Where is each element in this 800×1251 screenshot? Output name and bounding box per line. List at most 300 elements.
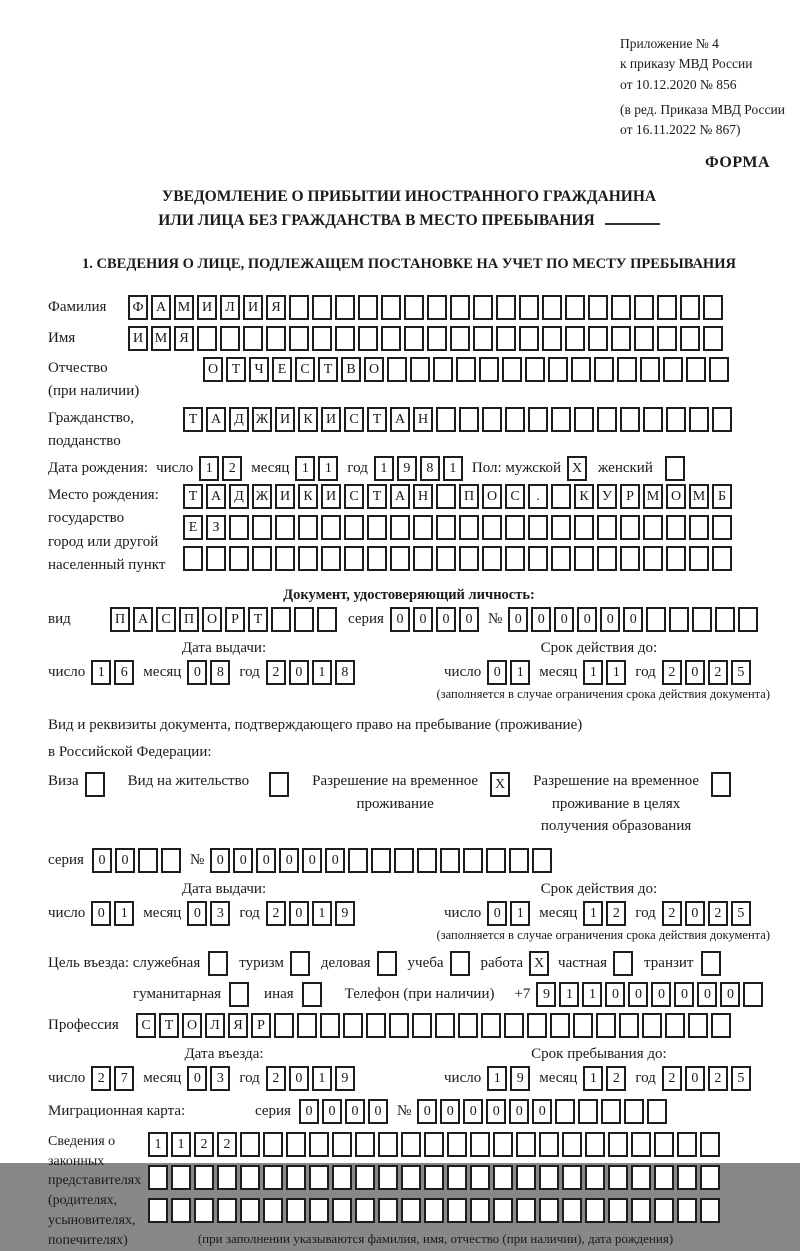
char-cell[interactable]: 0 <box>509 1099 529 1124</box>
char-cell[interactable] <box>355 1165 375 1190</box>
char-cell[interactable]: Д <box>229 484 249 509</box>
char-cell[interactable] <box>516 1165 536 1190</box>
char-cell[interactable]: О <box>182 1013 202 1038</box>
char-cell[interactable]: 2 <box>662 660 682 685</box>
char-cell[interactable]: 1 <box>583 901 603 926</box>
char-cell[interactable] <box>473 295 493 320</box>
char-cell[interactable]: Н <box>413 484 433 509</box>
char-cell[interactable] <box>458 1013 478 1038</box>
char-cell[interactable]: 1 <box>606 660 626 685</box>
char-cell[interactable] <box>371 848 391 873</box>
female-checkbox[interactable] <box>665 456 685 481</box>
char-cell[interactable] <box>565 326 585 351</box>
char-cell[interactable]: 1 <box>148 1132 168 1157</box>
char-cell[interactable] <box>413 546 433 571</box>
char-cell[interactable]: 0 <box>299 1099 319 1124</box>
char-cell[interactable] <box>456 357 476 382</box>
char-cell[interactable]: 2 <box>266 660 286 685</box>
char-cell[interactable]: 9 <box>536 982 556 1007</box>
char-cell[interactable] <box>335 326 355 351</box>
char-cell[interactable] <box>312 295 332 320</box>
char-cell[interactable]: 0 <box>256 848 276 873</box>
char-cell[interactable] <box>447 1132 467 1157</box>
char-cell[interactable] <box>640 357 660 382</box>
char-cell[interactable] <box>390 515 410 540</box>
char-cell[interactable] <box>663 357 683 382</box>
char-cell[interactable] <box>502 357 522 382</box>
char-cell[interactable] <box>440 848 460 873</box>
char-cell[interactable] <box>689 515 709 540</box>
char-cell[interactable] <box>709 357 729 382</box>
char-cell[interactable] <box>355 1132 375 1157</box>
char-cell[interactable]: 2 <box>708 1066 728 1091</box>
char-cell[interactable]: 1 <box>199 456 219 481</box>
char-cell[interactable] <box>634 295 654 320</box>
char-cell[interactable]: 0 <box>532 1099 552 1124</box>
char-cell[interactable] <box>585 1165 605 1190</box>
char-cell[interactable]: 1 <box>583 1066 603 1091</box>
purpose-work-checkbox[interactable]: X <box>529 951 549 976</box>
char-cell[interactable] <box>436 407 456 432</box>
char-cell[interactable] <box>689 407 709 432</box>
char-cell[interactable] <box>320 1013 340 1038</box>
char-cell[interactable]: К <box>298 407 318 432</box>
char-cell[interactable]: К <box>574 484 594 509</box>
char-cell[interactable]: Б <box>712 484 732 509</box>
char-cell[interactable] <box>550 1013 570 1038</box>
visa-checkbox[interactable] <box>85 772 105 797</box>
char-cell[interactable] <box>358 326 378 351</box>
char-cell[interactable] <box>424 1132 444 1157</box>
char-cell[interactable]: Я <box>266 295 286 320</box>
char-cell[interactable]: 0 <box>651 982 671 1007</box>
char-cell[interactable] <box>680 326 700 351</box>
char-cell[interactable]: А <box>390 407 410 432</box>
char-cell[interactable]: Л <box>220 295 240 320</box>
char-cell[interactable]: П <box>110 607 130 632</box>
char-cell[interactable] <box>424 1198 444 1223</box>
char-cell[interactable]: 1 <box>312 660 332 685</box>
char-cell[interactable] <box>298 515 318 540</box>
char-cell[interactable]: 0 <box>623 607 643 632</box>
char-cell[interactable] <box>548 357 568 382</box>
char-cell[interactable] <box>505 546 525 571</box>
char-cell[interactable] <box>643 407 663 432</box>
char-cell[interactable] <box>608 1165 628 1190</box>
char-cell[interactable] <box>401 1198 421 1223</box>
char-cell[interactable] <box>585 1132 605 1157</box>
char-cell[interactable] <box>527 1013 547 1038</box>
char-cell[interactable]: И <box>243 295 263 320</box>
char-cell[interactable] <box>493 1198 513 1223</box>
char-cell[interactable]: Т <box>183 407 203 432</box>
char-cell[interactable] <box>427 295 447 320</box>
char-cell[interactable] <box>240 1132 260 1157</box>
char-cell[interactable]: О <box>666 484 686 509</box>
char-cell[interactable] <box>528 407 548 432</box>
char-cell[interactable]: 0 <box>508 607 528 632</box>
char-cell[interactable]: 3 <box>210 1066 230 1091</box>
char-cell[interactable]: К <box>298 484 318 509</box>
char-cell[interactable] <box>482 407 502 432</box>
char-cell[interactable]: 2 <box>606 1066 626 1091</box>
char-cell[interactable] <box>711 1013 731 1038</box>
char-cell[interactable] <box>447 1165 467 1190</box>
char-cell[interactable]: 0 <box>368 1099 388 1124</box>
char-cell[interactable] <box>404 295 424 320</box>
char-cell[interactable] <box>358 295 378 320</box>
char-cell[interactable] <box>688 1013 708 1038</box>
char-cell[interactable]: 0 <box>531 607 551 632</box>
char-cell[interactable] <box>355 1198 375 1223</box>
char-cell[interactable] <box>677 1165 697 1190</box>
char-cell[interactable] <box>197 326 217 351</box>
char-cell[interactable]: О <box>482 484 502 509</box>
char-cell[interactable]: И <box>321 484 341 509</box>
char-cell[interactable]: 0 <box>697 982 717 1007</box>
char-cell[interactable]: С <box>344 484 364 509</box>
char-cell[interactable] <box>447 1198 467 1223</box>
char-cell[interactable]: 0 <box>436 607 456 632</box>
char-cell[interactable] <box>343 1013 363 1038</box>
char-cell[interactable] <box>309 1165 329 1190</box>
char-cell[interactable] <box>404 326 424 351</box>
char-cell[interactable] <box>743 982 763 1007</box>
char-cell[interactable] <box>171 1165 191 1190</box>
char-cell[interactable] <box>220 326 240 351</box>
char-cell[interactable] <box>700 1165 720 1190</box>
char-cell[interactable] <box>654 1132 674 1157</box>
char-cell[interactable] <box>413 515 433 540</box>
purpose-transit-checkbox[interactable] <box>701 951 721 976</box>
char-cell[interactable] <box>669 607 689 632</box>
char-cell[interactable] <box>367 515 387 540</box>
char-cell[interactable] <box>594 357 614 382</box>
char-cell[interactable]: 0 <box>289 901 309 926</box>
char-cell[interactable] <box>562 1165 582 1190</box>
char-cell[interactable]: Т <box>183 484 203 509</box>
char-cell[interactable]: 0 <box>345 1099 365 1124</box>
char-cell[interactable]: 1 <box>295 456 315 481</box>
char-cell[interactable] <box>206 546 226 571</box>
char-cell[interactable] <box>450 326 470 351</box>
char-cell[interactable] <box>436 546 456 571</box>
char-cell[interactable]: О <box>202 607 222 632</box>
char-cell[interactable]: Т <box>367 407 387 432</box>
char-cell[interactable]: 1 <box>510 901 530 926</box>
char-cell[interactable]: 0 <box>440 1099 460 1124</box>
char-cell[interactable]: 0 <box>487 660 507 685</box>
char-cell[interactable] <box>252 515 272 540</box>
purpose-tourism-checkbox[interactable] <box>290 951 310 976</box>
char-cell[interactable] <box>574 515 594 540</box>
char-cell[interactable]: П <box>459 484 479 509</box>
char-cell[interactable]: И <box>321 407 341 432</box>
char-cell[interactable] <box>551 407 571 432</box>
char-cell[interactable] <box>243 326 263 351</box>
char-cell[interactable] <box>332 1198 352 1223</box>
char-cell[interactable] <box>309 1198 329 1223</box>
char-cell[interactable] <box>217 1198 237 1223</box>
char-cell[interactable] <box>654 1198 674 1223</box>
char-cell[interactable]: Д <box>229 407 249 432</box>
char-cell[interactable] <box>619 1013 639 1038</box>
char-cell[interactable] <box>588 295 608 320</box>
char-cell[interactable] <box>712 515 732 540</box>
char-cell[interactable] <box>274 1013 294 1038</box>
char-cell[interactable] <box>647 1099 667 1124</box>
char-cell[interactable]: И <box>275 484 295 509</box>
char-cell[interactable] <box>378 1165 398 1190</box>
char-cell[interactable] <box>642 1013 662 1038</box>
char-cell[interactable]: 0 <box>115 848 135 873</box>
char-cell[interactable] <box>551 515 571 540</box>
char-cell[interactable]: Р <box>225 607 245 632</box>
char-cell[interactable] <box>551 484 571 509</box>
char-cell[interactable] <box>312 326 332 351</box>
char-cell[interactable] <box>565 295 585 320</box>
char-cell[interactable] <box>611 326 631 351</box>
char-cell[interactable]: 0 <box>322 1099 342 1124</box>
char-cell[interactable]: 0 <box>459 607 479 632</box>
char-cell[interactable] <box>367 546 387 571</box>
char-cell[interactable] <box>381 326 401 351</box>
char-cell[interactable] <box>643 546 663 571</box>
char-cell[interactable] <box>138 848 158 873</box>
char-cell[interactable]: 9 <box>397 456 417 481</box>
char-cell[interactable]: Т <box>226 357 246 382</box>
char-cell[interactable]: 9 <box>335 901 355 926</box>
char-cell[interactable] <box>634 326 654 351</box>
char-cell[interactable]: С <box>156 607 176 632</box>
char-cell[interactable]: М <box>174 295 194 320</box>
char-cell[interactable] <box>171 1198 191 1223</box>
char-cell[interactable]: Ж <box>252 484 272 509</box>
char-cell[interactable] <box>505 515 525 540</box>
char-cell[interactable]: 0 <box>685 660 705 685</box>
char-cell[interactable]: 2 <box>662 1066 682 1091</box>
char-cell[interactable]: 2 <box>194 1132 214 1157</box>
char-cell[interactable] <box>394 848 414 873</box>
char-cell[interactable]: 0 <box>289 1066 309 1091</box>
char-cell[interactable] <box>240 1198 260 1223</box>
char-cell[interactable] <box>551 546 571 571</box>
male-checkbox[interactable]: X <box>567 456 587 481</box>
char-cell[interactable]: Т <box>159 1013 179 1038</box>
char-cell[interactable] <box>470 1198 490 1223</box>
char-cell[interactable]: 0 <box>390 607 410 632</box>
char-cell[interactable]: 1 <box>487 1066 507 1091</box>
char-cell[interactable] <box>459 407 479 432</box>
char-cell[interactable]: 0 <box>600 607 620 632</box>
char-cell[interactable]: 2 <box>266 1066 286 1091</box>
char-cell[interactable]: 0 <box>487 901 507 926</box>
char-cell[interactable] <box>496 295 516 320</box>
char-cell[interactable]: 1 <box>312 1066 332 1091</box>
char-cell[interactable] <box>161 848 181 873</box>
char-cell[interactable] <box>401 1132 421 1157</box>
char-cell[interactable]: И <box>197 295 217 320</box>
char-cell[interactable] <box>631 1165 651 1190</box>
char-cell[interactable] <box>459 546 479 571</box>
char-cell[interactable]: 0 <box>279 848 299 873</box>
char-cell[interactable]: 0 <box>463 1099 483 1124</box>
char-cell[interactable]: Т <box>318 357 338 382</box>
char-cell[interactable] <box>666 407 686 432</box>
char-cell[interactable] <box>686 357 706 382</box>
char-cell[interactable] <box>463 848 483 873</box>
char-cell[interactable]: 6 <box>114 660 134 685</box>
char-cell[interactable]: И <box>128 326 148 351</box>
char-cell[interactable] <box>611 295 631 320</box>
char-cell[interactable] <box>620 515 640 540</box>
char-cell[interactable]: В <box>341 357 361 382</box>
purpose-humanitarian-checkbox[interactable] <box>229 982 249 1007</box>
char-cell[interactable] <box>344 546 364 571</box>
char-cell[interactable]: 0 <box>486 1099 506 1124</box>
char-cell[interactable] <box>516 1132 536 1157</box>
char-cell[interactable] <box>657 326 677 351</box>
char-cell[interactable]: И <box>275 407 295 432</box>
char-cell[interactable]: Ч <box>249 357 269 382</box>
char-cell[interactable]: Е <box>183 515 203 540</box>
char-cell[interactable]: 0 <box>720 982 740 1007</box>
char-cell[interactable] <box>631 1198 651 1223</box>
char-cell[interactable]: 0 <box>187 660 207 685</box>
char-cell[interactable]: 5 <box>731 901 751 926</box>
char-cell[interactable] <box>378 1132 398 1157</box>
purpose-private-checkbox[interactable] <box>613 951 633 976</box>
char-cell[interactable]: О <box>364 357 384 382</box>
char-cell[interactable] <box>505 407 525 432</box>
char-cell[interactable] <box>555 1099 575 1124</box>
char-cell[interactable] <box>654 1165 674 1190</box>
char-cell[interactable]: 1 <box>510 660 530 685</box>
char-cell[interactable] <box>597 515 617 540</box>
char-cell[interactable]: 2 <box>606 901 626 926</box>
char-cell[interactable] <box>294 607 314 632</box>
char-cell[interactable] <box>666 546 686 571</box>
char-cell[interactable] <box>335 295 355 320</box>
char-cell[interactable] <box>574 546 594 571</box>
char-cell[interactable] <box>470 1132 490 1157</box>
char-cell[interactable]: 0 <box>289 660 309 685</box>
char-cell[interactable] <box>401 1165 421 1190</box>
char-cell[interactable]: 2 <box>708 901 728 926</box>
char-cell[interactable] <box>509 848 529 873</box>
char-cell[interactable] <box>321 546 341 571</box>
char-cell[interactable]: П <box>179 607 199 632</box>
char-cell[interactable] <box>317 607 337 632</box>
char-cell[interactable]: 2 <box>217 1132 237 1157</box>
char-cell[interactable] <box>528 515 548 540</box>
char-cell[interactable] <box>692 607 712 632</box>
char-cell[interactable]: А <box>206 484 226 509</box>
char-cell[interactable] <box>252 546 272 571</box>
char-cell[interactable] <box>631 1132 651 1157</box>
char-cell[interactable] <box>643 515 663 540</box>
char-cell[interactable] <box>366 1013 386 1038</box>
char-cell[interactable] <box>344 515 364 540</box>
char-cell[interactable] <box>601 1099 621 1124</box>
char-cell[interactable]: М <box>689 484 709 509</box>
char-cell[interactable] <box>574 407 594 432</box>
char-cell[interactable] <box>424 1165 444 1190</box>
char-cell[interactable] <box>624 1099 644 1124</box>
char-cell[interactable]: М <box>643 484 663 509</box>
char-cell[interactable]: М <box>151 326 171 351</box>
char-cell[interactable] <box>715 607 735 632</box>
char-cell[interactable]: Е <box>272 357 292 382</box>
char-cell[interactable] <box>387 357 407 382</box>
char-cell[interactable] <box>217 1165 237 1190</box>
char-cell[interactable] <box>381 295 401 320</box>
char-cell[interactable] <box>332 1165 352 1190</box>
char-cell[interactable] <box>677 1198 697 1223</box>
char-cell[interactable] <box>321 515 341 540</box>
char-cell[interactable]: 0 <box>554 607 574 632</box>
char-cell[interactable]: 0 <box>210 848 230 873</box>
char-cell[interactable] <box>289 326 309 351</box>
char-cell[interactable] <box>562 1198 582 1223</box>
char-cell[interactable] <box>712 407 732 432</box>
char-cell[interactable] <box>496 326 516 351</box>
char-cell[interactable]: 5 <box>731 1066 751 1091</box>
char-cell[interactable]: Н <box>413 407 433 432</box>
char-cell[interactable]: С <box>505 484 525 509</box>
char-cell[interactable]: 8 <box>210 660 230 685</box>
char-cell[interactable]: 0 <box>325 848 345 873</box>
char-cell[interactable]: 0 <box>187 1066 207 1091</box>
char-cell[interactable]: Ф <box>128 295 148 320</box>
char-cell[interactable]: 2 <box>662 901 682 926</box>
char-cell[interactable]: 1 <box>171 1132 191 1157</box>
char-cell[interactable]: 2 <box>708 660 728 685</box>
char-cell[interactable]: 1 <box>318 456 338 481</box>
char-cell[interactable]: С <box>344 407 364 432</box>
char-cell[interactable]: 1 <box>559 982 579 1007</box>
char-cell[interactable]: Я <box>174 326 194 351</box>
char-cell[interactable]: А <box>151 295 171 320</box>
char-cell[interactable]: 0 <box>187 901 207 926</box>
char-cell[interactable]: 0 <box>674 982 694 1007</box>
char-cell[interactable] <box>646 607 666 632</box>
char-cell[interactable]: 1 <box>374 456 394 481</box>
char-cell[interactable] <box>332 1132 352 1157</box>
char-cell[interactable] <box>390 546 410 571</box>
char-cell[interactable]: 8 <box>335 660 355 685</box>
char-cell[interactable] <box>516 1198 536 1223</box>
char-cell[interactable]: С <box>136 1013 156 1038</box>
char-cell[interactable]: 0 <box>233 848 253 873</box>
char-cell[interactable]: 2 <box>222 456 242 481</box>
char-cell[interactable] <box>677 1132 697 1157</box>
char-cell[interactable] <box>470 1165 490 1190</box>
char-cell[interactable] <box>412 1013 432 1038</box>
title-blank-line[interactable] <box>605 209 660 225</box>
char-cell[interactable] <box>493 1132 513 1157</box>
char-cell[interactable] <box>297 1013 317 1038</box>
char-cell[interactable] <box>266 326 286 351</box>
char-cell[interactable]: 3 <box>210 901 230 926</box>
char-cell[interactable] <box>539 1198 559 1223</box>
char-cell[interactable] <box>486 848 506 873</box>
char-cell[interactable] <box>504 1013 524 1038</box>
char-cell[interactable]: 1 <box>443 456 463 481</box>
char-cell[interactable]: 0 <box>302 848 322 873</box>
char-cell[interactable] <box>573 1013 593 1038</box>
char-cell[interactable] <box>473 326 493 351</box>
